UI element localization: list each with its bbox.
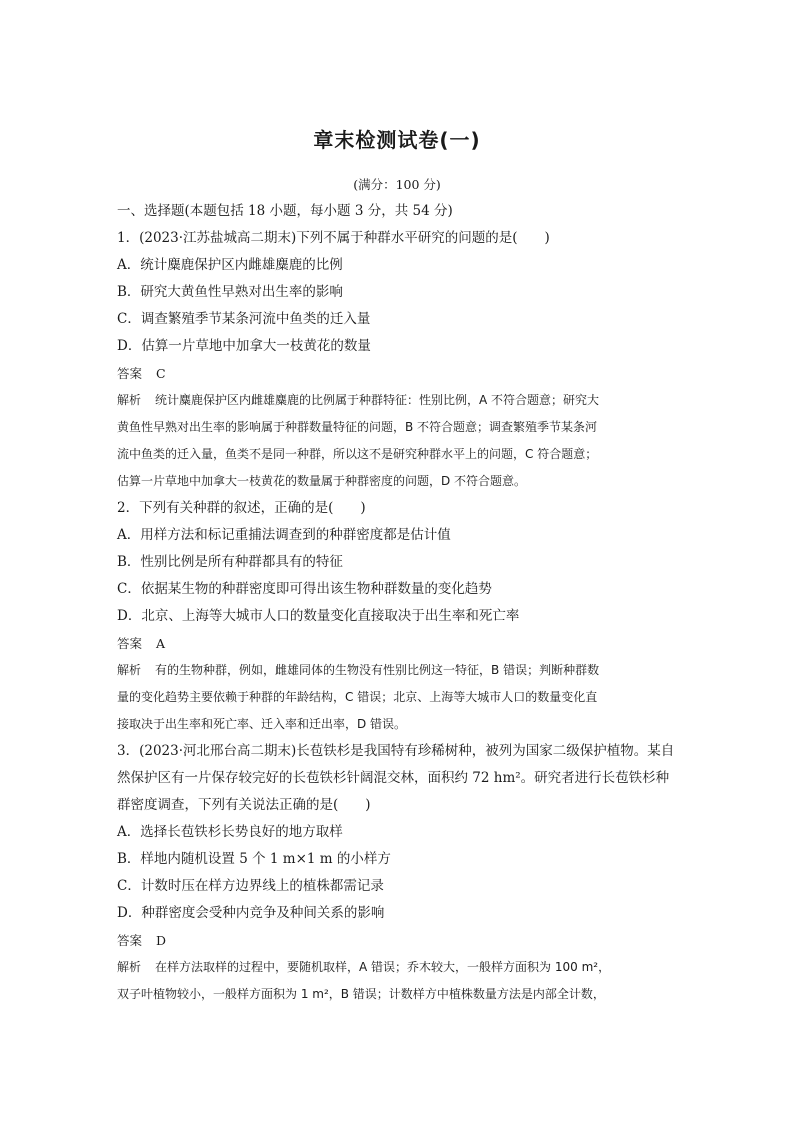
answer-value: A xyxy=(156,636,166,651)
explanation-text: 有的生物种群，例如，雌雄同体的生物没有性别比例这一特征，B 错误；判断种群数 xyxy=(155,663,600,677)
question-stem: 2．下列有关种群的叙述，正确的是( ) xyxy=(117,500,366,516)
option-a: A．选择长苞铁杉长势良好的地方取样 xyxy=(117,824,343,840)
option-d: D．估算一片草地中加拿大一枝黄花的数量 xyxy=(117,338,371,354)
option-c: C．计数时压在样方边界线上的植株都需记录 xyxy=(117,878,384,894)
explanation-line xyxy=(117,657,677,684)
option-c: C．依据某生物的种群密度即可得出该生物种群数量的变化趋势 xyxy=(117,581,492,597)
explanation-line xyxy=(117,387,677,414)
option-d: D．北京、上海等大城市人口的数量变化直接取决于出生率和死亡率 xyxy=(117,608,520,624)
answer-line xyxy=(117,360,677,387)
question-stem: 群密度调查，下列有关说法正确的是( ) xyxy=(117,797,371,813)
question-stem: 1．(2023·江苏盐城高二期末)下列不属于种群水平研究的问题的是( ) xyxy=(117,230,550,246)
explanation-line: 接取决于出生率和死亡率、迁入率和迁出率，D 错误。 xyxy=(117,717,407,731)
question-1 xyxy=(117,225,677,495)
answer-label: 答案 xyxy=(117,933,143,948)
explanation-line: 流中鱼类的迁入量，鱼类不是同一种群，所以这不是研究种群水平上的问题，C 符合题意； xyxy=(117,447,598,461)
question-stem: 然保护区有一片保存较完好的长苞铁杉针阔混交林，面积约 72 hm²。研究者进行长苞铁杉种 xyxy=(117,770,670,786)
question-3 xyxy=(117,738,677,1008)
content xyxy=(117,198,677,1008)
option-b: B．样地内随机设置 5 个 1 m×1 m 的小样方 xyxy=(117,851,391,867)
explanation-line: 双子叶植物较小，一般样方面积为 1 m²，B 错误；计数样方中植株数量方法是内部全计数， xyxy=(117,987,605,1001)
answer-label: 答案 xyxy=(117,636,143,651)
question-stem: 3．(2023·河北邢台高二期末)长苞铁杉是我国特有珍稀树种，被列为国家二级保护植物。某自 xyxy=(117,743,675,759)
explanation-line: 黄鱼性早熟对出生率的影响属于种群数量特征的问题，B 不符合题意；调查繁殖季节某条河 xyxy=(117,420,598,434)
question-2 xyxy=(117,495,677,738)
explanation-text: 在样方法取样的过程中，要随机取样，A 错误；乔木较大，一般样方面积为 100 m²， xyxy=(155,960,611,974)
option-a: A．统计麋鹿保护区内雌雄麋鹿的比例 xyxy=(117,257,343,273)
answer-label: 答案 xyxy=(117,366,143,381)
explanation-text: 统计麋鹿保护区内雌雄麋鹿的比例属于种群特征：性别比例，A 不符合题意；研究大 xyxy=(155,393,600,407)
answer-value: D xyxy=(156,933,167,948)
answer-line xyxy=(117,927,677,954)
option-b: B．研究大黄鱼性早熟对出生率的影响 xyxy=(117,284,343,300)
explanation-line xyxy=(117,954,677,981)
explanation-line: 估算一片草地中加拿大一枝黄花的数量属于种群密度的问题，D 不符合题意。 xyxy=(117,474,527,488)
explanation-label: 解析 xyxy=(117,960,142,974)
explanation-label: 解析 xyxy=(117,663,142,677)
answer-line xyxy=(117,630,677,657)
option-b: B．性别比例是所有种群都具有的特征 xyxy=(117,554,343,570)
page-title: 章末检测试卷(一) xyxy=(313,128,481,152)
explanation-label: 解析 xyxy=(117,393,142,407)
answer-value: C xyxy=(156,366,166,381)
option-a: A．用样方法和标记重捕法调查到的种群密度都是估计值 xyxy=(117,527,451,543)
option-c: C．调查繁殖季节某条河流中鱼类的迁入量 xyxy=(117,311,371,327)
score-note: (满分：100 分) xyxy=(353,177,441,192)
explanation-line: 量的变化趋势主要依赖于种群的年龄结构，C 错误；北京、上海等大城市人口的数量变化直 xyxy=(117,690,598,704)
section-header: 一、选择题(本题包括 18 小题，每小题 3 分，共 54 分) xyxy=(117,203,453,219)
option-d: D．种群密度会受种内竞争及种间关系的影响 xyxy=(117,905,385,921)
